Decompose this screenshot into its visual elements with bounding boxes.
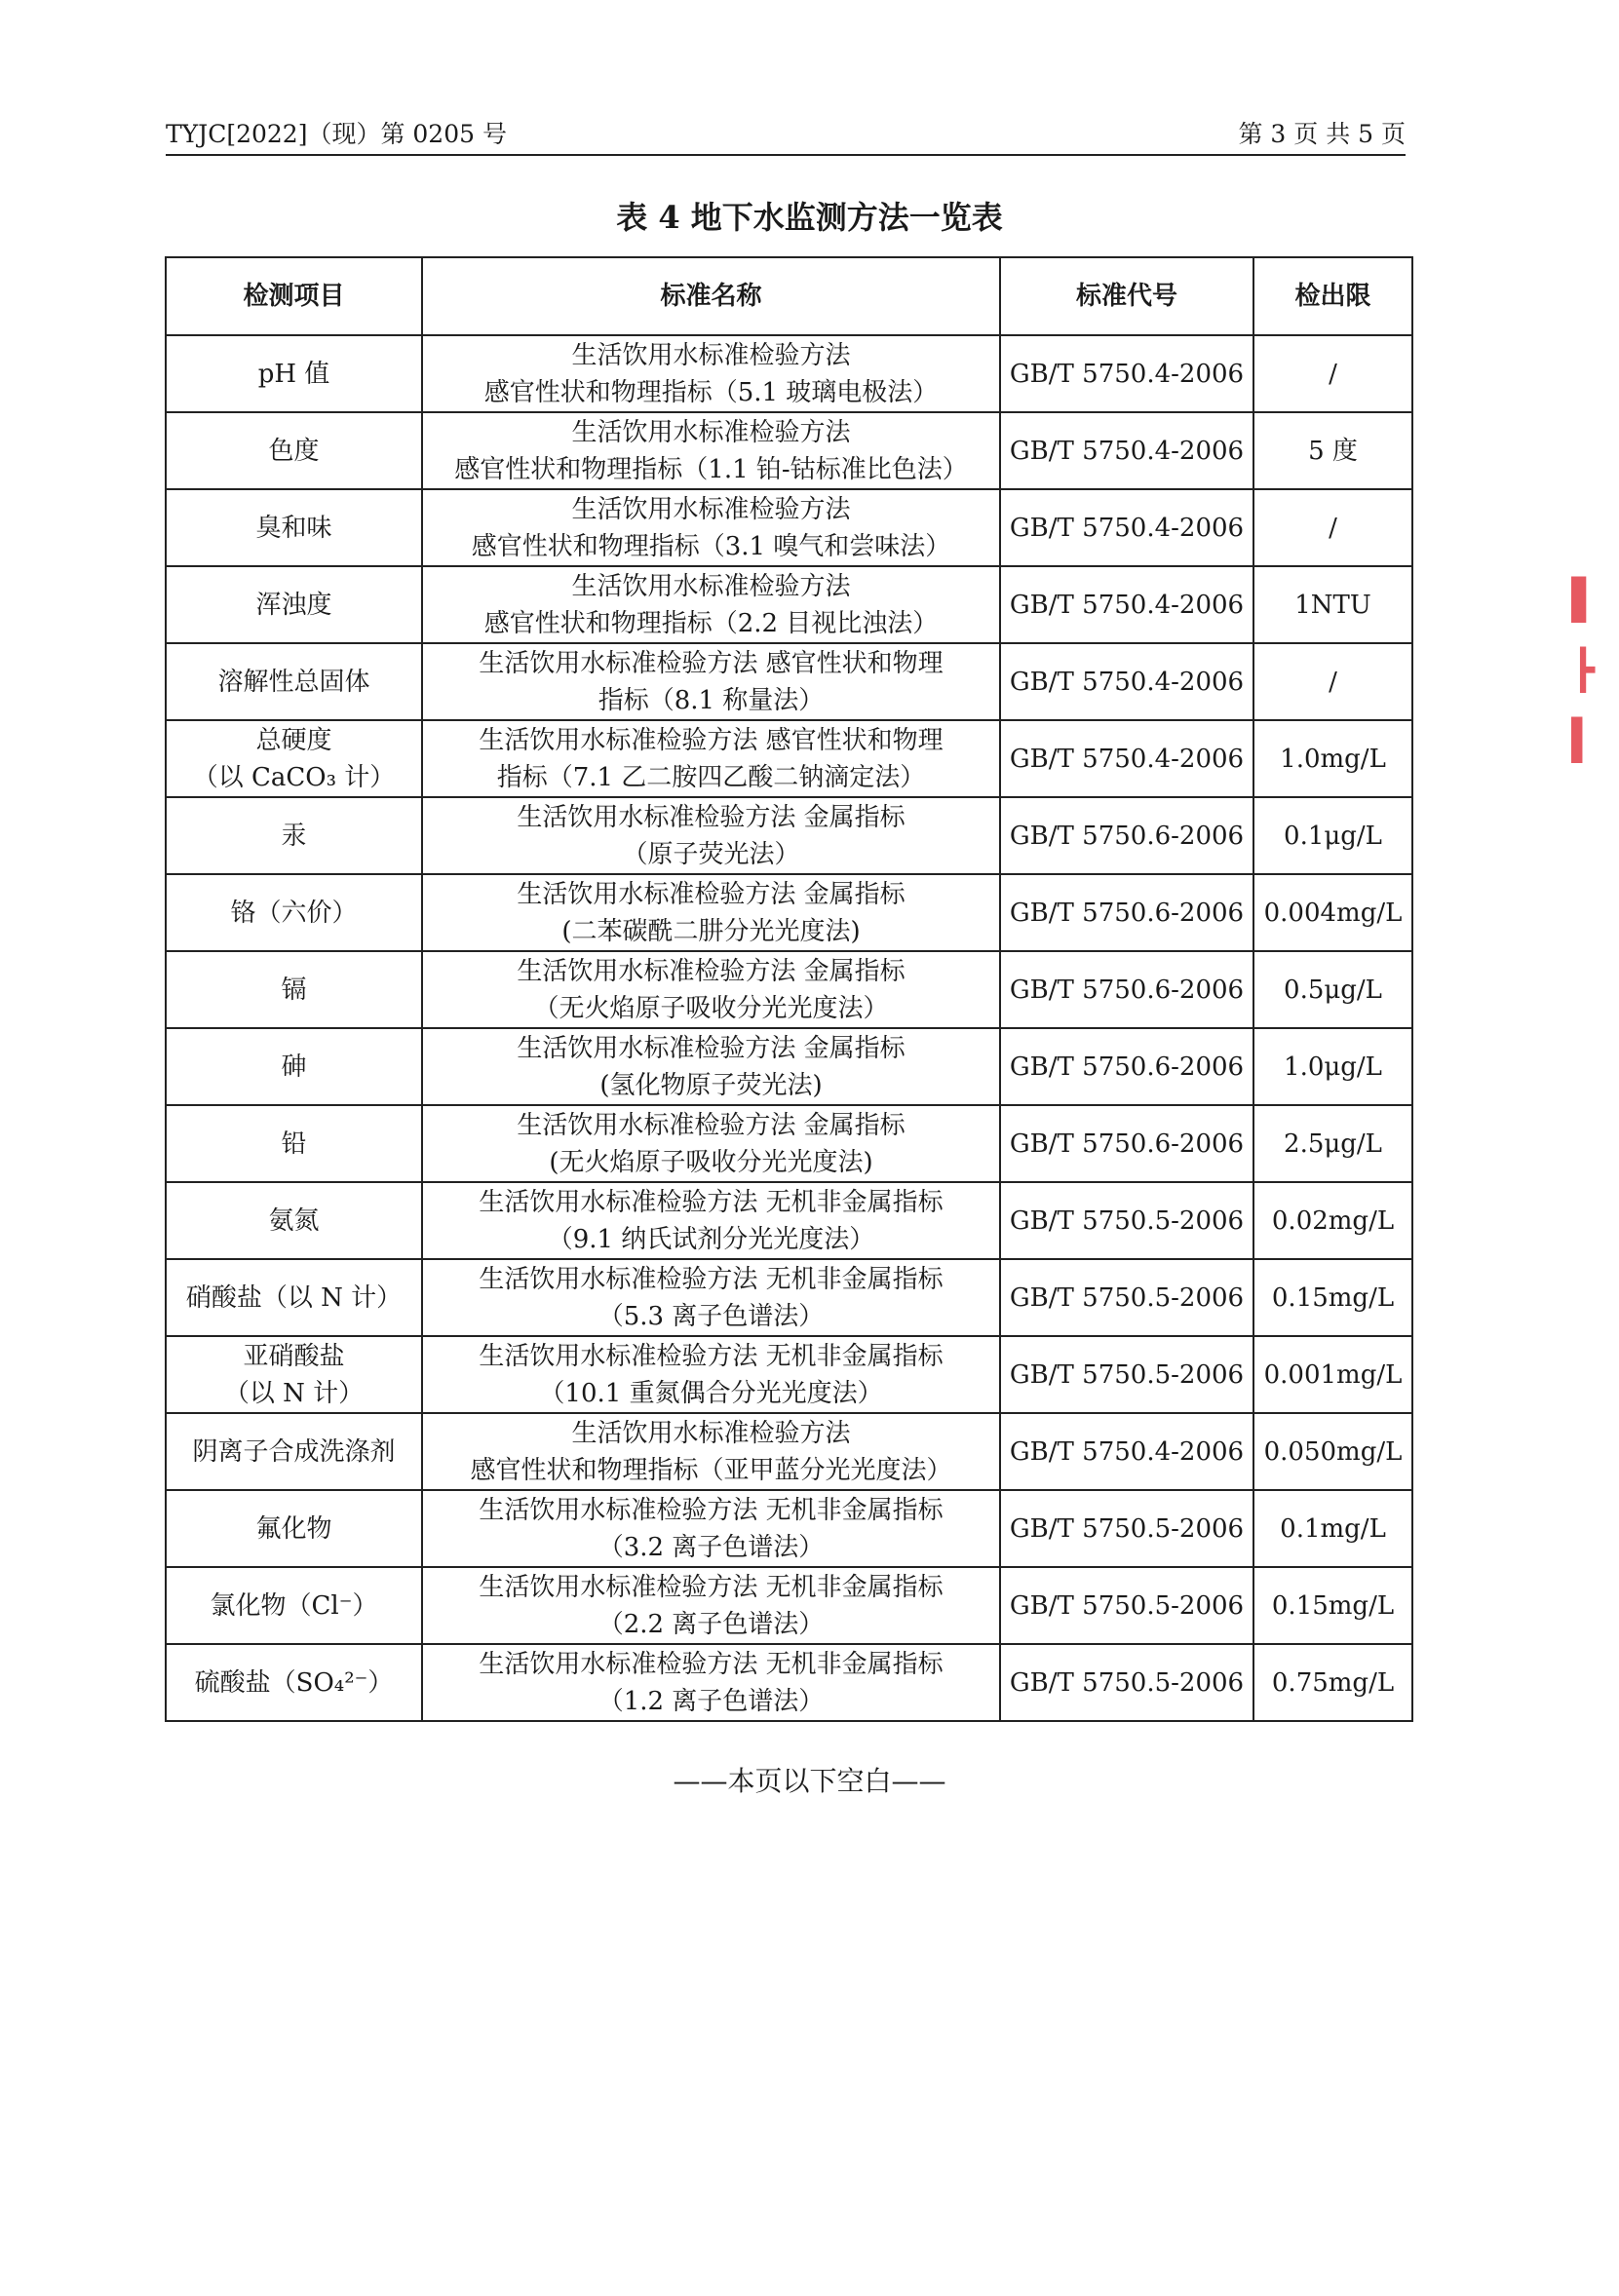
standard-name-line: 生活饮用水标准检验方法 金属指标 — [517, 802, 906, 832]
cell-standard-name — [422, 643, 1000, 720]
cell-standard-code: GB/T 5750.5-2006 — [1000, 1259, 1253, 1336]
header-item: 检测项目 — [166, 257, 422, 335]
standard-name-line: 生活饮用水标准检验方法 金属指标 — [517, 1110, 906, 1140]
table-row — [166, 797, 1412, 874]
standard-name-line: 生活饮用水标准检验方法 — [571, 494, 851, 524]
cell-detection-limit: 1.0μg/L — [1253, 1028, 1412, 1105]
cell-item — [166, 566, 422, 643]
standard-name-line: (二苯碳酰二肼分光光度法) — [561, 916, 861, 946]
cell-item — [166, 412, 422, 489]
table-row — [166, 1028, 1412, 1105]
cell-standard-code: GB/T 5750.6-2006 — [1000, 1105, 1253, 1182]
standard-name-line: 生活饮用水标准检验方法 — [571, 340, 851, 370]
cell-standard-name — [422, 1028, 1000, 1105]
cell-standard-name — [422, 489, 1000, 566]
item-name: 总硬度 — [255, 725, 332, 755]
standard-name-line: (氢化物原子荧光法) — [599, 1070, 823, 1100]
cell-standard-code: GB/T 5750.4-2006 — [1000, 566, 1253, 643]
cell-standard-code: GB/T 5750.5-2006 — [1000, 1336, 1253, 1413]
standard-name-line: （10.1 重氮偶合分光光度法） — [539, 1378, 883, 1408]
cell-item — [166, 1028, 422, 1105]
table-row — [166, 643, 1412, 720]
cell-detection-limit: 0.1μg/L — [1253, 797, 1412, 874]
cell-standard-code: GB/T 5750.6-2006 — [1000, 797, 1253, 874]
standard-name-line: 指标（7.1 乙二胺四乙酸二钠滴定法） — [496, 762, 926, 792]
standard-name-line: 生活饮用水标准检验方法 无机非金属指标 — [479, 1264, 944, 1294]
item-name: 硝酸盐（以 N 计） — [185, 1282, 403, 1313]
standard-name-line: （1.2 离子色谱法） — [597, 1686, 825, 1716]
cell-item — [166, 643, 422, 720]
cell-item — [166, 797, 422, 874]
cell-standard-code: GB/T 5750.4-2006 — [1000, 720, 1253, 797]
standard-name-line: 生活饮用水标准检验方法 感官性状和物理 — [479, 725, 944, 755]
cell-item — [166, 1336, 422, 1413]
item-name: 阴离子合成洗涤剂 — [192, 1436, 396, 1467]
table-row — [166, 1490, 1412, 1567]
item-name: 硫酸盐（SO₄²⁻） — [194, 1667, 394, 1698]
cell-detection-limit: 1NTU — [1253, 566, 1412, 643]
cell-standard-name — [422, 1259, 1000, 1336]
standard-name-line: 生活饮用水标准检验方法 金属指标 — [517, 879, 906, 909]
methods-table — [165, 256, 1413, 1722]
cell-standard-name — [422, 1336, 1000, 1413]
standard-name-line: 指标（8.1 称量法） — [597, 685, 825, 715]
cell-detection-limit: 1.0mg/L — [1253, 720, 1412, 797]
header-standard-name: 标准名称 — [422, 257, 1000, 335]
cell-detection-limit: / — [1253, 335, 1412, 412]
cell-item — [166, 1105, 422, 1182]
item-name-note: （以 N 计） — [223, 1378, 365, 1408]
cell-detection-limit: 0.001mg/L — [1253, 1336, 1412, 1413]
cell-standard-code: GB/T 5750.5-2006 — [1000, 1644, 1253, 1721]
item-name: 亚硝酸盐 — [243, 1341, 345, 1371]
cell-item — [166, 720, 422, 797]
blank-below-note: ——本页以下空白—— — [673, 1765, 946, 1797]
standard-name-line: 生活饮用水标准检验方法 无机非金属指标 — [479, 1572, 944, 1602]
cell-detection-limit: 0.004mg/L — [1253, 874, 1412, 951]
standard-name-line: （5.3 离子色谱法） — [597, 1301, 825, 1331]
table-row — [166, 1413, 1412, 1490]
cell-standard-name — [422, 1182, 1000, 1259]
cell-standard-code: GB/T 5750.5-2006 — [1000, 1490, 1253, 1567]
cell-item — [166, 1644, 422, 1721]
standard-name-line: （9.1 纳氏试剂分光光度法） — [547, 1224, 875, 1254]
standard-name-line: 感官性状和物理指标（3.1 嗅气和尝味法） — [471, 531, 951, 561]
header-standard-code: 标准代号 — [1000, 257, 1253, 335]
cell-detection-limit: 0.02mg/L — [1253, 1182, 1412, 1259]
cell-standard-name — [422, 1567, 1000, 1644]
cell-detection-limit: 5 度 — [1253, 412, 1412, 489]
table-row — [166, 489, 1412, 566]
standard-name-line: （无火焰原子吸收分光光度法） — [533, 993, 889, 1023]
red-seal-fragment: ▌ ┣ ▍ — [1571, 578, 1601, 763]
cell-standard-name — [422, 951, 1000, 1028]
cell-standard-code: GB/T 5750.4-2006 — [1000, 643, 1253, 720]
cell-standard-code: GB/T 5750.4-2006 — [1000, 412, 1253, 489]
cell-detection-limit: 0.75mg/L — [1253, 1644, 1412, 1721]
cell-standard-name — [422, 412, 1000, 489]
cell-standard-name — [422, 1413, 1000, 1490]
item-name: pH 值 — [257, 359, 330, 389]
table-row — [166, 1105, 1412, 1182]
document-number: TYJC[2022]（现）第 0205 号 — [166, 120, 507, 148]
cell-standard-code: GB/T 5750.6-2006 — [1000, 1028, 1253, 1105]
standard-name-line: 生活饮用水标准检验方法 — [571, 417, 851, 447]
cell-standard-name — [422, 874, 1000, 951]
standard-name-line: （原子荧光法） — [622, 839, 800, 869]
cell-standard-name — [422, 566, 1000, 643]
standard-name-line: 生活饮用水标准检验方法 无机非金属指标 — [479, 1495, 944, 1525]
table-row — [166, 1259, 1412, 1336]
item-name: 氯化物（Cl⁻） — [210, 1590, 378, 1621]
cell-standard-name — [422, 797, 1000, 874]
standard-name-line: 感官性状和物理指标（1.1 铂-钴标准比色法） — [454, 454, 968, 484]
standard-name-line: （2.2 离子色谱法） — [597, 1609, 825, 1639]
item-name: 镉 — [281, 975, 307, 1005]
standard-name-line: （3.2 离子色谱法） — [597, 1532, 825, 1562]
standard-name-line: 生活饮用水标准检验方法 无机非金属指标 — [479, 1187, 944, 1217]
cell-item — [166, 1490, 422, 1567]
cell-detection-limit: / — [1253, 643, 1412, 720]
cell-item — [166, 874, 422, 951]
cell-standard-code: GB/T 5750.4-2006 — [1000, 1413, 1253, 1490]
table-header-row — [166, 257, 1412, 335]
standard-name-line: 感官性状和物理指标（2.2 目视比浊法） — [483, 608, 939, 638]
cell-item — [166, 1567, 422, 1644]
header-detection-limit: 检出限 — [1253, 257, 1412, 335]
table-row — [166, 1336, 1412, 1413]
standard-name-line: 生活饮用水标准检验方法 金属指标 — [517, 956, 906, 986]
standard-name-line: 生活饮用水标准检验方法 金属指标 — [517, 1033, 906, 1063]
cell-standard-code: GB/T 5750.6-2006 — [1000, 874, 1253, 951]
cell-detection-limit: 0.15mg/L — [1253, 1567, 1412, 1644]
cell-standard-code: GB/T 5750.6-2006 — [1000, 951, 1253, 1028]
cell-standard-code: GB/T 5750.4-2006 — [1000, 489, 1253, 566]
standard-name-line: 生活饮用水标准检验方法 无机非金属指标 — [479, 1341, 944, 1371]
item-name: 砷 — [281, 1052, 307, 1082]
cell-detection-limit: 0.5μg/L — [1253, 951, 1412, 1028]
cell-standard-name — [422, 1490, 1000, 1567]
table-row — [166, 874, 1412, 951]
table-row — [166, 951, 1412, 1028]
item-name: 臭和味 — [255, 513, 332, 543]
item-name-note: （以 CaCO₃ 计） — [192, 762, 396, 792]
cell-detection-limit: 0.15mg/L — [1253, 1259, 1412, 1336]
standard-name-line: 生活饮用水标准检验方法 — [571, 571, 851, 601]
cell-detection-limit: 0.1mg/L — [1253, 1490, 1412, 1567]
cell-detection-limit: / — [1253, 489, 1412, 566]
cell-standard-name — [422, 1644, 1000, 1721]
cell-detection-limit: 0.050mg/L — [1253, 1413, 1412, 1490]
item-name: 色度 — [268, 436, 320, 466]
item-name: 氟化物 — [255, 1513, 332, 1544]
cell-item — [166, 489, 422, 566]
cell-item — [166, 335, 422, 412]
page-header — [166, 115, 1406, 156]
standard-name-line: 生活饮用水标准检验方法 — [571, 1418, 851, 1448]
item-name: 浑浊度 — [255, 590, 332, 620]
table-row — [166, 720, 1412, 797]
item-name: 汞 — [281, 821, 307, 851]
item-name: 溶解性总固体 — [217, 667, 370, 697]
standard-name-line: 感官性状和物理指标（亚甲蓝分光光度法） — [470, 1455, 952, 1485]
cell-item — [166, 951, 422, 1028]
cell-standard-code: GB/T 5750.4-2006 — [1000, 335, 1253, 412]
standard-name-line: 生活饮用水标准检验方法 无机非金属指标 — [479, 1649, 944, 1679]
cell-item — [166, 1413, 422, 1490]
cell-standard-name — [422, 1105, 1000, 1182]
table-row — [166, 335, 1412, 412]
cell-item — [166, 1182, 422, 1259]
table-row — [166, 1182, 1412, 1259]
cell-standard-name — [422, 335, 1000, 412]
item-name: 氨氮 — [268, 1205, 320, 1236]
cell-standard-code: GB/T 5750.5-2006 — [1000, 1182, 1253, 1259]
table-row — [166, 412, 1412, 489]
standard-name-line: 感官性状和物理指标（5.1 玻璃电极法） — [483, 377, 939, 407]
page-info: 第 3 页 共 5 页 — [1238, 120, 1406, 148]
item-name: 铅 — [281, 1129, 307, 1159]
standard-name-line: 生活饮用水标准检验方法 感官性状和物理 — [479, 648, 944, 678]
standard-name-line: (无火焰原子吸收分光光度法) — [549, 1147, 873, 1177]
cell-standard-name — [422, 720, 1000, 797]
table-title: 表 4 地下水监测方法一览表 — [616, 199, 1003, 236]
table-row — [166, 566, 1412, 643]
cell-item — [166, 1259, 422, 1336]
item-name: 铬（六价） — [230, 898, 358, 928]
cell-standard-code: GB/T 5750.5-2006 — [1000, 1567, 1253, 1644]
table-row — [166, 1644, 1412, 1721]
table-row — [166, 1567, 1412, 1644]
cell-detection-limit: 2.5μg/L — [1253, 1105, 1412, 1182]
